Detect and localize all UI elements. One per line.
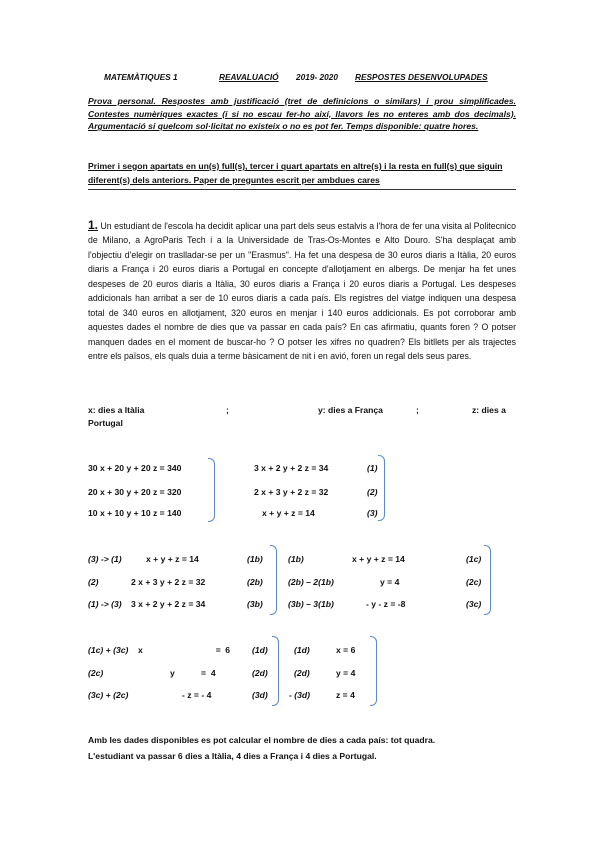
system3-op2-2: (2d)	[294, 668, 310, 678]
system1-label-2: (2)	[367, 487, 378, 497]
header-divider	[88, 189, 516, 190]
system2-eq-3: 3 x + 2 y + 2 z = 34	[131, 599, 206, 609]
system1-left-eq-1: 30 x + 20 y + 20 z = 340	[88, 463, 182, 473]
system2-eq-1: x + y + z = 14	[146, 554, 199, 564]
system1-left-eq-3: 10 x + 10 y + 10 z = 140	[88, 508, 182, 518]
system2-label-1: (1b)	[247, 554, 263, 564]
var-y: y: dies a França	[318, 405, 383, 415]
system3-left-brace	[272, 636, 279, 706]
system2-eq-2: 2 x + 3 y + 2 z = 32	[131, 577, 206, 587]
system2-right-brace	[484, 545, 491, 615]
system2-op-3: (1) -> (3)	[88, 599, 122, 609]
system2-eq2-1: x + y + z = 14	[352, 554, 405, 564]
system1-right-eq-3: x + y + z = 14	[262, 508, 315, 518]
system3-op2-1: (1d)	[294, 645, 310, 655]
system2-label-2: (2b)	[247, 577, 263, 587]
instructions-general: Prova personal. Respostes amb justificació (tret de definicions o similars) i prou simplificades. Contestes numèriques exactes (i si no escau fer-ho així, llavors les no enteres amb dos decimals). Argumentació si quelcom sol·licitat no existeix o no es pot fer. Temps disponible: quatre hores.	[88, 96, 516, 132]
system2-op-2: (2)	[88, 577, 99, 587]
system3-label-2: (2d)	[252, 668, 268, 678]
system2-label2-3: (3c)	[466, 599, 482, 609]
system1-label-3: (3)	[367, 508, 378, 518]
system3-label-3: (3d)	[252, 690, 268, 700]
system3-result-y: y = 4	[336, 668, 356, 678]
system2-op2-2: (2b) – 2(1b)	[288, 577, 334, 587]
system2-label-3: (3b)	[247, 599, 263, 609]
course-title: MATEMÀTIQUES 1	[104, 72, 178, 82]
system2-op2-1: (1b)	[288, 554, 304, 564]
system1-label-1: (1)	[367, 463, 378, 473]
var-x: x: dies a Itàlia	[88, 405, 145, 415]
system3-result-x: x = 6	[336, 645, 356, 655]
system3-op-1: (1c) + (3c)	[88, 645, 129, 655]
system3-op2-3: - (3d)	[289, 690, 311, 700]
system2-eq2-2: y = 4	[380, 577, 400, 587]
problem-text: Un estudiant de l'escola ha decidit aplicar una part dels seus estalvis a l'hora de fer una visita al Politecnico de Milano, a AgroParis Tech i a la Universidade de Tras-Os-Montes e Alto Douro. S'ha desplaçat amb l'objectiu d'elegir on traslladar-se per un "Erasmus". Ha fet una despesa de 30 euros diaris a Itàlia, 20 euros diaris a França i 20 euros diaris a Portugal en concepte d'allotjament en albergs. De menjar ha fet unes despeses de 20 euros diaris a Itàlia, 30 euros diaris a França i 20 euros diaris a Portugal. Les despeses addicionals han arribat a ser de 10 euros diaris a cada país. Els registres del viatge indiquen una despesa total de 340 euros en allotjament, 320 euros en menjar i 140 euros addicionals. Es pot corroborar amb aquestes dades el nombre de dies que va passar en cada país? En cas afirmatiu, quants foren ? O potser manquen dades en el moment de buscar-ho ? O potser les xifres no quadren? Els bitllets per als trajectes entre els països, els quals duia a terme bàsicament de nit i en avió, foren un regal dels seus pares.	[88, 221, 516, 362]
system3-label-1: (1d)	[252, 645, 268, 655]
system3-result-z: z = 4	[336, 690, 355, 700]
system1-left-brace	[208, 458, 215, 522]
var-sep-1: ;	[226, 405, 229, 415]
conclusion-line-2: L'estudiant va passar 6 dies a Itàlia, 4 dies a França i 4 dies a Portugal.	[88, 751, 377, 761]
var-z: z: dies a	[472, 405, 506, 415]
system3-eq-1: x = 6	[138, 645, 230, 655]
system1-right-eq-2: 2 x + 3 y + 2 z = 32	[254, 487, 329, 497]
system3-eq-3: - z = - 4	[182, 690, 212, 700]
system3-right-brace	[370, 636, 377, 706]
system2-op2-3: (3b) – 3(1b)	[288, 599, 334, 609]
system1-left-eq-2: 20 x + 30 y + 20 z = 320	[88, 487, 182, 497]
system2-label2-2: (2c)	[466, 577, 482, 587]
exam-year: 2019- 2020	[296, 72, 338, 82]
system3-op-2: (2c)	[88, 668, 104, 678]
exam-type: RESPOSTES DESENVOLUPADES	[355, 72, 488, 82]
instructions-sheets: Primer i segon apartats en un(s) full(s), tercer i quart apartats en altre(s) i la resta en full(s) que siguin diferent(s) dels anteriors. Paper de preguntes escrit per ambdues cares	[88, 161, 503, 185]
system2-label2-1: (1c)	[466, 554, 482, 564]
exam-title: REAVALUACIÓ	[219, 72, 279, 82]
system2-left-brace	[270, 545, 277, 615]
var-sep-2: ;	[416, 405, 419, 415]
system1-right-eq-1: 3 x + 2 y + 2 z = 34	[254, 463, 329, 473]
problem-statement	[88, 218, 516, 364]
system3-eq-2: y = 4	[170, 668, 216, 678]
system2-eq2-3: - y - z = -8	[366, 599, 406, 609]
conclusion-line-1: Amb les dades disponibles es pot calcular el nombre de dies a cada país: tot quadra.	[88, 735, 436, 745]
system3-op-3: (3c) + (2c)	[88, 690, 129, 700]
system1-right-brace	[378, 455, 385, 521]
var-z-country: Portugal	[88, 418, 123, 428]
problem-number: 1.	[88, 218, 99, 232]
system2-op-1: (3) -> (1)	[88, 554, 122, 564]
